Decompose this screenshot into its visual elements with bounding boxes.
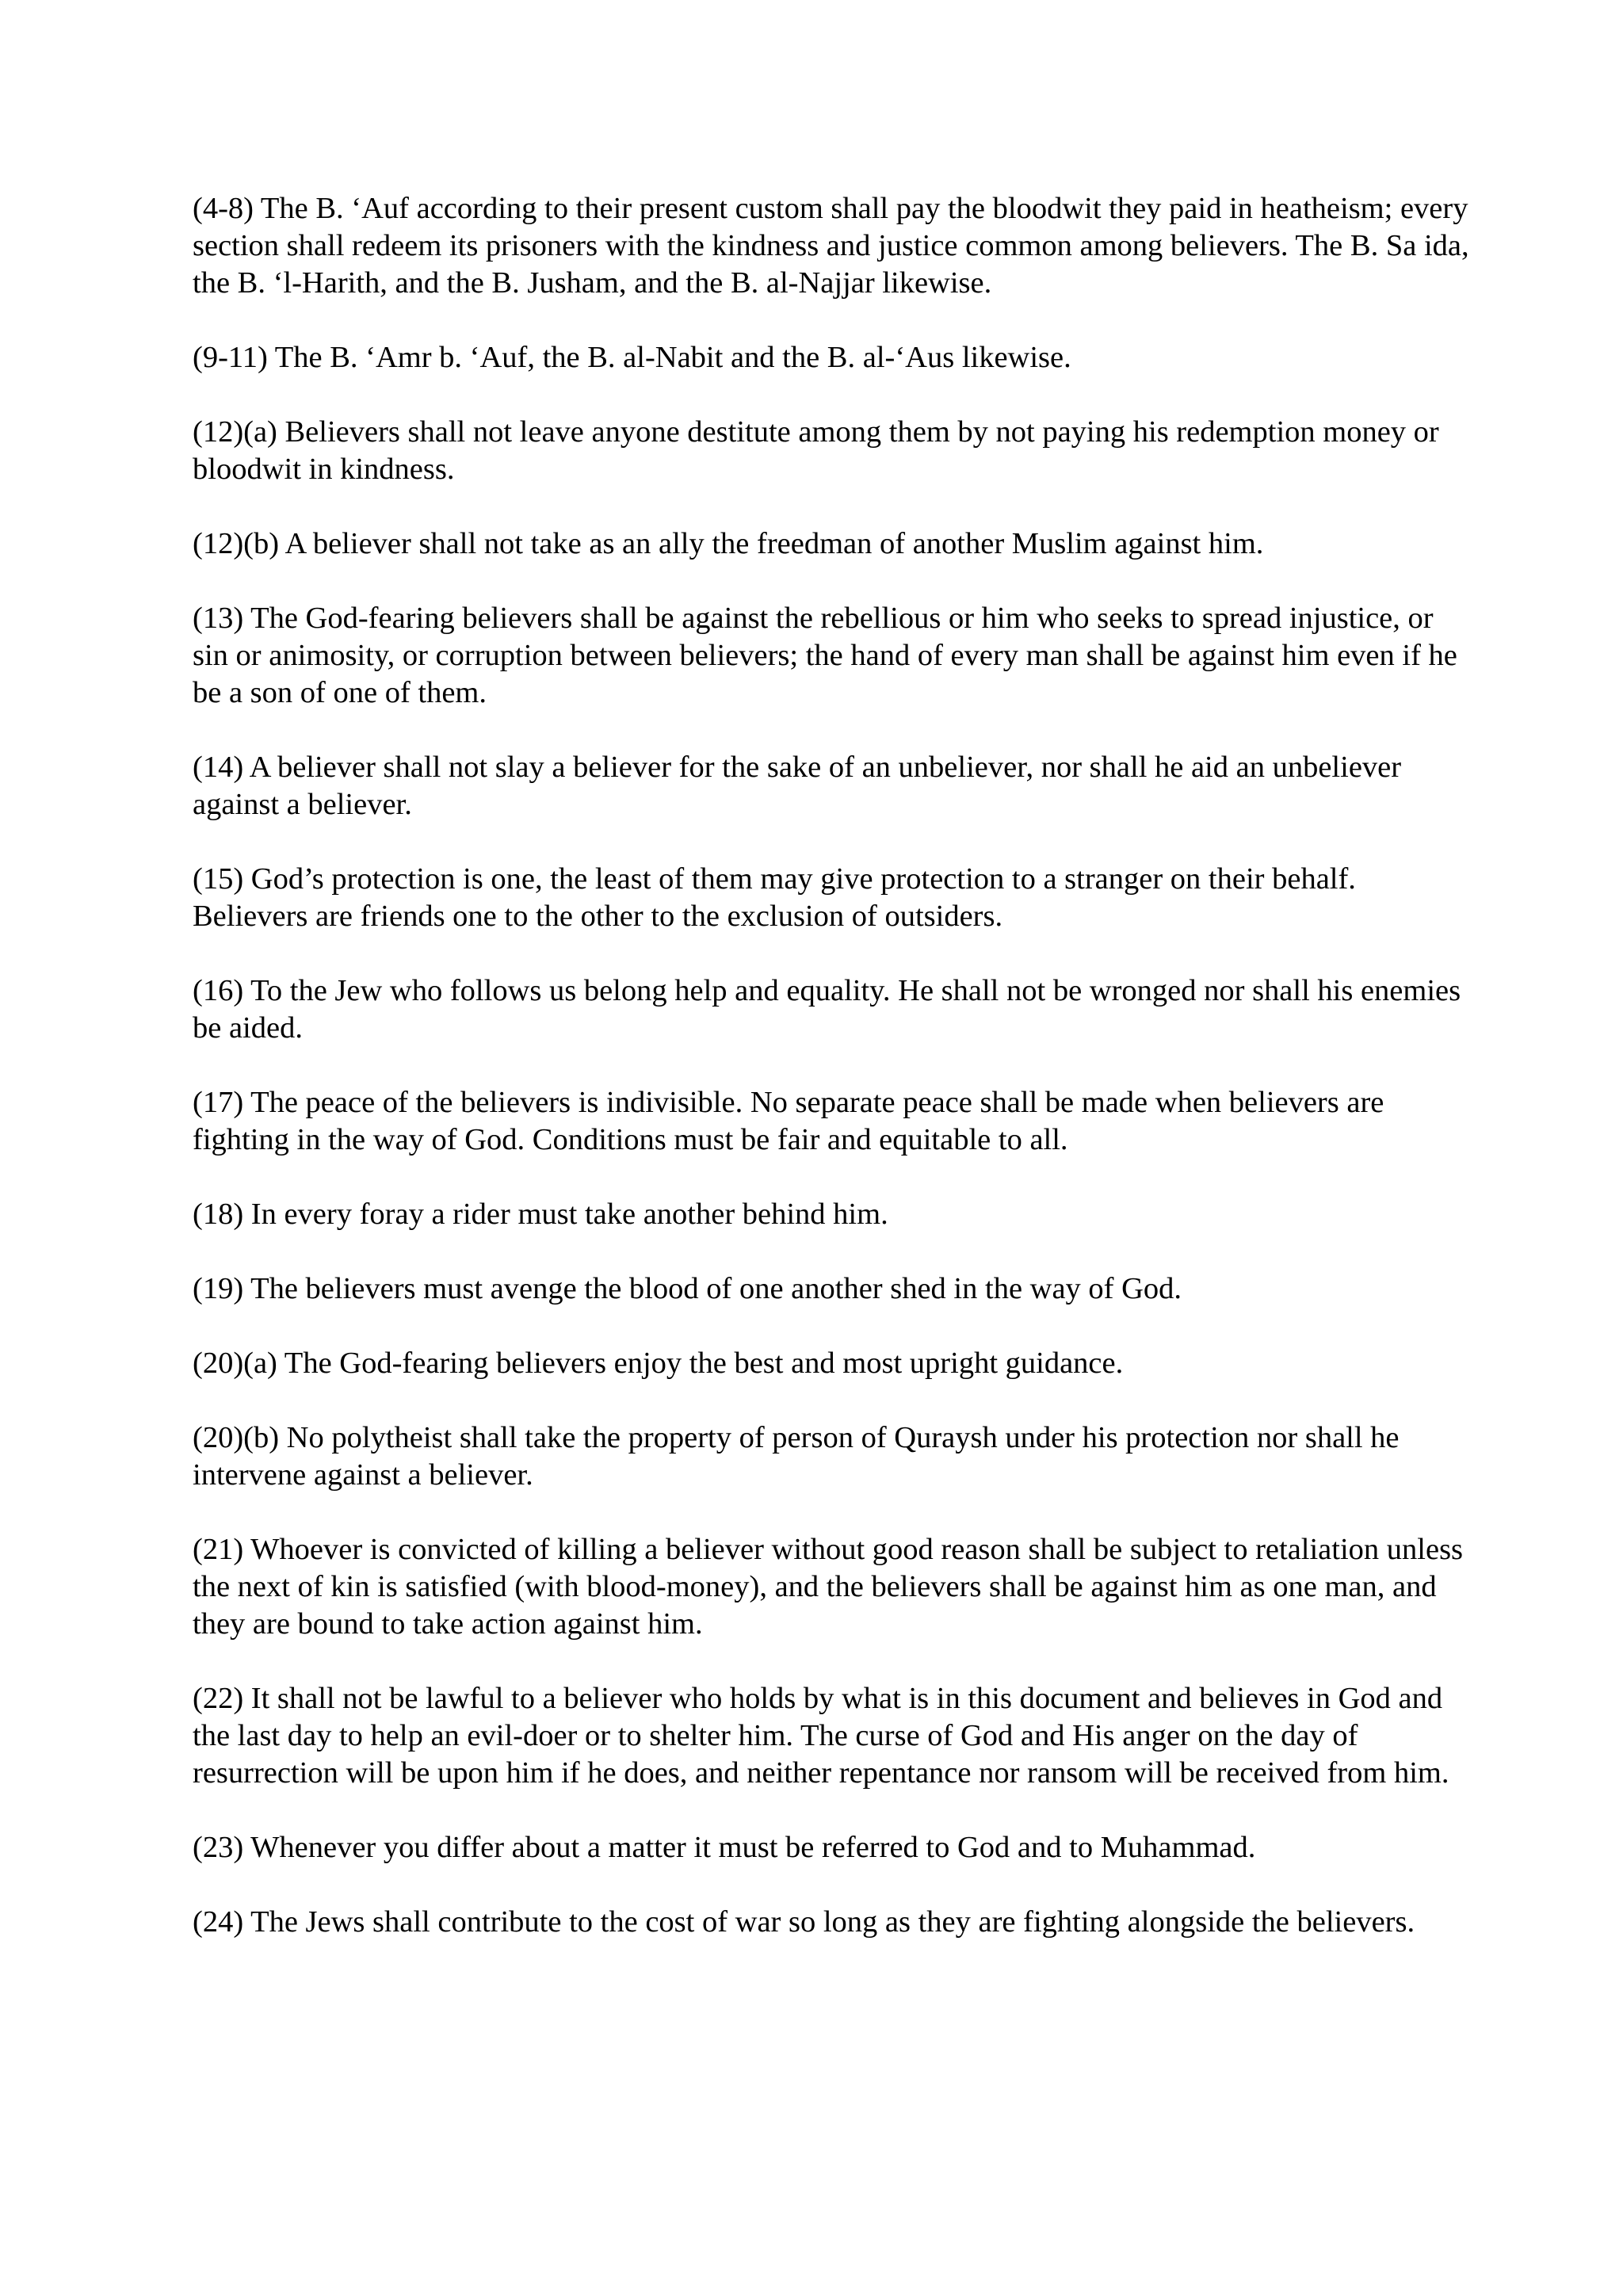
paragraph-9-11: (9-11) The B. ‘Amr b. ‘Auf, the B. al-Nabit and the B. al-‘Aus likewise. (193, 341, 1071, 374)
paragraph-19: (19) The believers must avenge the blood of one another shed in the way of God. (193, 1272, 1182, 1305)
document-page (193, 190, 1476, 1978)
paragraph-12b: (12)(b) A believer shall not take as an ally the freedman of another Muslim against him. (193, 527, 1264, 560)
paragraph-23: (23) Whenever you differ about a matter it must be referred to God and to Muhammad. (193, 1831, 1256, 1864)
paragraph-17: (17) The peace of the believers is indivisible. No separate peace shall be made when believers are fighting in the way of God. Conditions must be fair and equitable to all. (193, 1086, 1384, 1156)
paragraph-21: (21) Whoever is convicted of killing a believer without good reason shall be subject to retaliation unless the next of kin is satisfied (with blood-money), and the believers shall be against him as one man, and they are bound to take action against him. (193, 1533, 1464, 1641)
paragraph-12a: (12)(a) Believers shall not leave anyone destitute among them by not paying his redemption money or bloodwit in kindness. (193, 415, 1439, 486)
paragraph-16: (16) To the Jew who follows us belong help and equality. He shall not be wronged nor shall his enemies be aided. (193, 974, 1461, 1045)
paragraph-4-8: (4-8) The B. ‘Auf according to their present custom shall pay the bloodwit they paid in heatheism; every section shall redeem its prisoners with the kindness and justice common among believers. The B. Sa ida, the B. ‘l-Harith, and the B. Jusham, and the B. al-Najjar likewise. (193, 192, 1469, 300)
paragraph-13: (13) The God-fearing believers shall be against the rebellious or him who seeks to spread injustice, or sin or animosity, or corruption between believers; the hand of every man shall be against him even if he be a son of one of them. (193, 602, 1457, 709)
paragraph-20a: (20)(a) The God-fearing believers enjoy the best and most upright guidance. (193, 1347, 1124, 1380)
paragraph-22: (22) It shall not be lawful to a believer who holds by what is in this document and believes in God and the last day to help an evil-doer or to shelter him. The curse of God and His anger on the day of resurrection will be upon him if he does, and neither repentance nor ransom will be received from him. (193, 1682, 1449, 1790)
paragraph-15: (15) God’s protection is one, the least of them may give protection to a stranger on their behalf. Believers are friends one to the other to the exclusion of outsiders. (193, 862, 1356, 933)
paragraph-14: (14) A believer shall not slay a believer for the sake of an unbeliever, nor shall he aid an unbeliever against a believer. (193, 751, 1402, 821)
paragraph-24: (24) The Jews shall contribute to the cost of war so long as they are fighting alongside the believers. (193, 1905, 1415, 1939)
paragraph-18: (18) In every foray a rider must take another behind him. (193, 1198, 888, 1231)
paragraph-20b: (20)(b) No polytheist shall take the property of person of Quraysh under his protection nor shall he intervene against a believer. (193, 1421, 1400, 1492)
